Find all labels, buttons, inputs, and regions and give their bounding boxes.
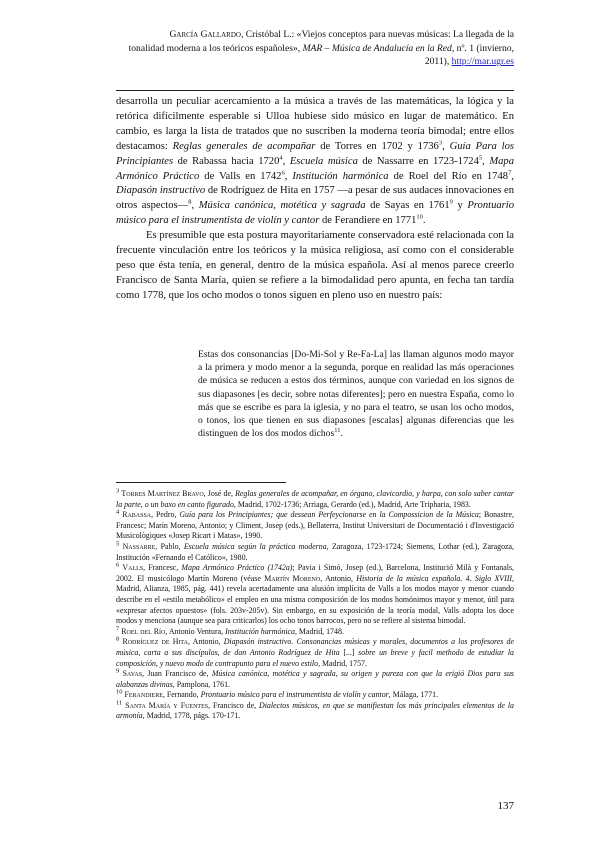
fn7-title: Institución harmónica <box>225 626 295 636</box>
fn6-d: , Madrid, Alianza, 1985, pág. 441) revela acertadamente una alusión implícita de Valls a los modos mayor y menor cuando describe en el «estilo metabólico» el empleo en una misma composición de los modos homónimos mayor y menor, útil para «expresar afectos opuestos» (fols. 203v-205v). Sin embargo, en su exposición de la teoría modal, Valls adopta los doce modos y menciona (aunque sea para criticarlos) los ocho tonos barrocos, pero no se refiere al sistema bimodal. <box>116 573 514 626</box>
fn4-author: Rabassa <box>122 510 152 520</box>
p1-end: . <box>422 215 426 227</box>
page-number: 137 <box>497 800 514 812</box>
p1-title-sayas: Música canónica, motética y sagrada <box>198 200 366 212</box>
quote-end: . <box>340 428 343 440</box>
p1-sep-c: , <box>442 140 450 152</box>
fn6-author2: Martín Moreno <box>264 573 321 583</box>
fn11-number: 11 <box>116 699 123 707</box>
fn6-author: Valls <box>122 563 144 573</box>
fn9-title: Música canónica, motética y sagrada, su origen y pureza con que la erigió Dios para sus alabanzas divinas <box>116 669 514 689</box>
header-url-link[interactable]: http://mar.ugr.es <box>451 56 514 68</box>
footnote-5 <box>116 542 514 563</box>
fn7-a: , Antonio Ventura, <box>165 626 226 636</box>
footnote-6 <box>116 563 514 627</box>
p1-sep-g: , <box>482 155 490 167</box>
body-text <box>116 95 514 304</box>
footnote-8 <box>116 637 514 669</box>
fn3-a: , José de, <box>203 489 236 498</box>
p1-text-a: desarrolla un peculiar acercamiento a la música a través de las matemáticas, la lógica y la retórica difícilmente esperable si Ulloa hubiese sido músico en lugar de matemático. En cambio, es larga la lista de tratados que no suscriben la moderna teoría bimodal; entre ellos destacamos: <box>116 96 514 152</box>
fn7-b: , Madrid, 1748. <box>294 626 344 636</box>
p1-text-d: de Rabassa hacia 1720 <box>173 155 280 167</box>
fn7-author: Roel del Río <box>121 626 166 636</box>
footnote-ref-7[interactable]: 7 <box>508 169 512 176</box>
p1-sep-i: , <box>284 170 293 182</box>
footnotes <box>116 489 514 722</box>
paragraph-1 <box>116 95 514 229</box>
fn6-title2: Historia de la música española. 4. Siglo XVIII <box>356 573 512 583</box>
fn10-b: , Málaga, 1771. <box>388 690 439 700</box>
fn10-a: , Fernando, <box>162 690 201 700</box>
fn11-title: Dialectos músicos, en que se manifiestan los más principales elementos de la armonía <box>116 700 514 721</box>
footnote-10 <box>116 690 514 701</box>
p1-title-ferandiere: Prontuario músico para el instrumentista de violín y cantor <box>116 200 515 227</box>
fn7-number: 7 <box>116 625 120 633</box>
fn8-author: Rodríguez de Hita <box>122 637 188 647</box>
fn4-title: Guía para los Principiantes; que dessean Perfeycionarse en la Compossicion de la Música <box>179 510 479 520</box>
header-author: García Gallardo <box>169 29 241 40</box>
fn5-a: , Pablo, <box>155 541 184 551</box>
p1-text-j: de Roel del Río en 1748 <box>388 170 509 182</box>
header-journal: MAR – Música de Andalucía en la Red <box>302 42 452 54</box>
quote-text: Estas dos consonancias [Do-Mi-Sol y Re-Fa-La] las llaman algunos modo mayor a la primera y modo menor a la segunda, porque en realidad las más operaciones de música se reducen a estos dos términos, aunque con variedad en los signos de sus diapasones [es decir, sobre notas diferentes]; pero en nuestra España, como lo más que se escribe es para la iglesia, y no para el teatro, se usan los ocho modos, o tonos, los que tienen en sus diapasones [escalas] algunas diferencias que les distinguen de los dos modos dichos <box>198 349 514 440</box>
p1-sep-k: , <box>511 170 514 182</box>
p1-text-n: de Sayas en 1761 <box>365 200 450 212</box>
footnote-ref-11[interactable]: 11 <box>334 427 341 435</box>
fn3-b: , Madrid, 1702-1736; Arriaga, Gerardo (ed.), Madrid, Arte Tripharia, 1983. <box>233 499 471 509</box>
p1-text-b: de Torres en 1702 y 1736 <box>315 140 439 152</box>
footnote-ref-6[interactable]: 6 <box>281 169 285 176</box>
fn3-title: Reglas generales de acompañar, en órgano, clavicordio, y harpa, con solo saber cantar la parte, o un baxo en canto figurado <box>116 489 514 509</box>
fn10-author: Ferandiere <box>124 690 163 700</box>
paragraph-2: Es presumible que esta postura mayoritariamente conservadora esté relacionada con la frecuente vinculación entre los teóricos y la música religiosa, así como con el considerable peso que ésta tenía, en general, dentro de la música española. Así al menos parece creerlo Francisco de Santa María, quien se refiere a la bimodalidad pero apunta, en fecha tan tardía como 1778, que los ocho modos o tonos siguen en pleno uso en nuestro país: <box>116 230 514 301</box>
fn10-title: Prontuario músico para el instrumentista de violín y cantor <box>200 690 389 700</box>
header-line2-end: , nº. 1 (invierno, <box>451 42 514 54</box>
footnote-11 <box>116 701 514 722</box>
fn5-number: 5 <box>116 540 120 548</box>
footnote-ref-4[interactable]: 4 <box>279 154 283 162</box>
footnote-3 <box>116 489 514 510</box>
fn6-a: , Francesc, <box>143 563 182 573</box>
p1-text-h: de Valls en 1742 <box>199 170 282 182</box>
fn8-title: Diapasón instructivo. Consonancias músicas y morales, documentos a los profesores de música, carta a sus discípulos, de don Antonio Rodríguez de Hita <box>116 637 514 657</box>
p1-title-hita: Diapasón instructivo <box>116 185 206 197</box>
fn8-b: [...] <box>339 647 359 657</box>
fn11-author: Santa María y Fuentes <box>125 700 209 710</box>
footnote-ref-8[interactable]: 8 <box>188 198 192 206</box>
p1-title-rabassa: Guía Para los Principiantes <box>116 140 515 167</box>
p1-text-l: de Rodríguez de Hita en 1757 —a pesar de sus audaces innovaciones en otros aspectos— <box>116 185 514 212</box>
header-line2: tonalidad moderna a los teóricos españoles», <box>128 42 303 54</box>
footnote-4 <box>116 510 514 542</box>
footnote-rule <box>116 482 286 483</box>
fn9-b: , Pamplona, 1761. <box>172 679 230 689</box>
p1-text-f: de Nassarre en 1723-1724 <box>357 155 479 167</box>
fn3-author: Torres Martínez Bravo <box>121 489 204 498</box>
fn5-title: Escuela música según la práctica moderna <box>183 541 327 551</box>
fn5-b: , Zaragoza, 1723-1724; Siemens, Lothar (ed.), Zaragoza, Institución «Fernando el Católico», 1980. <box>116 541 514 562</box>
p1-title-roel: Institución harmónica <box>292 170 389 182</box>
footnote-7 <box>116 627 514 638</box>
p1-sep-o: y <box>452 200 468 212</box>
fn6-title: Mapa Armónico Práctico (1742a) <box>181 563 293 573</box>
p1-text-p: de Ferandiere en 1771 <box>319 215 417 227</box>
fn4-number: 4 <box>116 508 120 516</box>
p1-sep-m: , <box>191 200 199 212</box>
footnote-9 <box>116 669 514 690</box>
header-line1: , Cristóbal L.: «Viejos conceptos para nuevas músicas: La llegada de la <box>240 29 514 40</box>
footnote-ref-5[interactable]: 5 <box>478 154 483 162</box>
running-header <box>94 28 514 69</box>
fn11-b: , Madrid, 1778, págs. 170-171. <box>142 711 241 721</box>
fn6-c: , Antonio, <box>320 573 357 583</box>
fn6-number: 6 <box>116 561 120 569</box>
fn6-b: ; Pavia i Simó, Josep (ed.), Barcelona, Institució Milà y Fontanals, 2002. El musicólogo Martín Moreno (véase <box>116 563 514 583</box>
fn9-author: Sayas <box>122 669 143 679</box>
fn10-number: 10 <box>116 688 123 696</box>
fn8-a: , Antonio, <box>187 637 224 647</box>
footnote-ref-10[interactable]: 10 <box>416 213 423 221</box>
fn8-title2: sobre un breve y facil methodo de estudiar la composición, y nuevo modo de contrapunto para el nuevo estilo <box>116 647 514 668</box>
header-line3: 2011), <box>424 56 452 68</box>
footnote-ref-9[interactable]: 9 <box>449 198 453 206</box>
fn3-number: 3 <box>116 487 120 495</box>
p1-title-valls: Mapa Armónico Práctico <box>116 155 515 182</box>
fn9-a: , Juan Francisco de, <box>142 669 212 679</box>
fn11-a: , Francisco de, <box>208 700 260 710</box>
block-quote <box>198 348 514 440</box>
p1-sep-e: , <box>282 155 290 167</box>
fn9-number: 9 <box>116 667 120 675</box>
fn8-number: 8 <box>116 635 120 643</box>
fn4-a: , Pedro, <box>151 510 180 520</box>
header-rule <box>116 90 514 91</box>
fn8-c: , Madrid, 1757. <box>318 658 367 668</box>
footnote-ref-3[interactable]: 3 <box>438 139 443 147</box>
fn4-b: ; Bonastre, Francesc; Marín Moreno, Antonio; y Climent, Josep (eds.), Bellaterra, Institut Universitari de Documentació i d'Investigació Musicològiques «Josep Ricart i Matas», 1990. <box>116 510 514 541</box>
p1-title-torres: Reglas generales de acompañar <box>172 140 316 152</box>
p1-title-nassarre: Escuela música <box>289 155 358 167</box>
fn5-author: Nassarre <box>122 541 156 551</box>
